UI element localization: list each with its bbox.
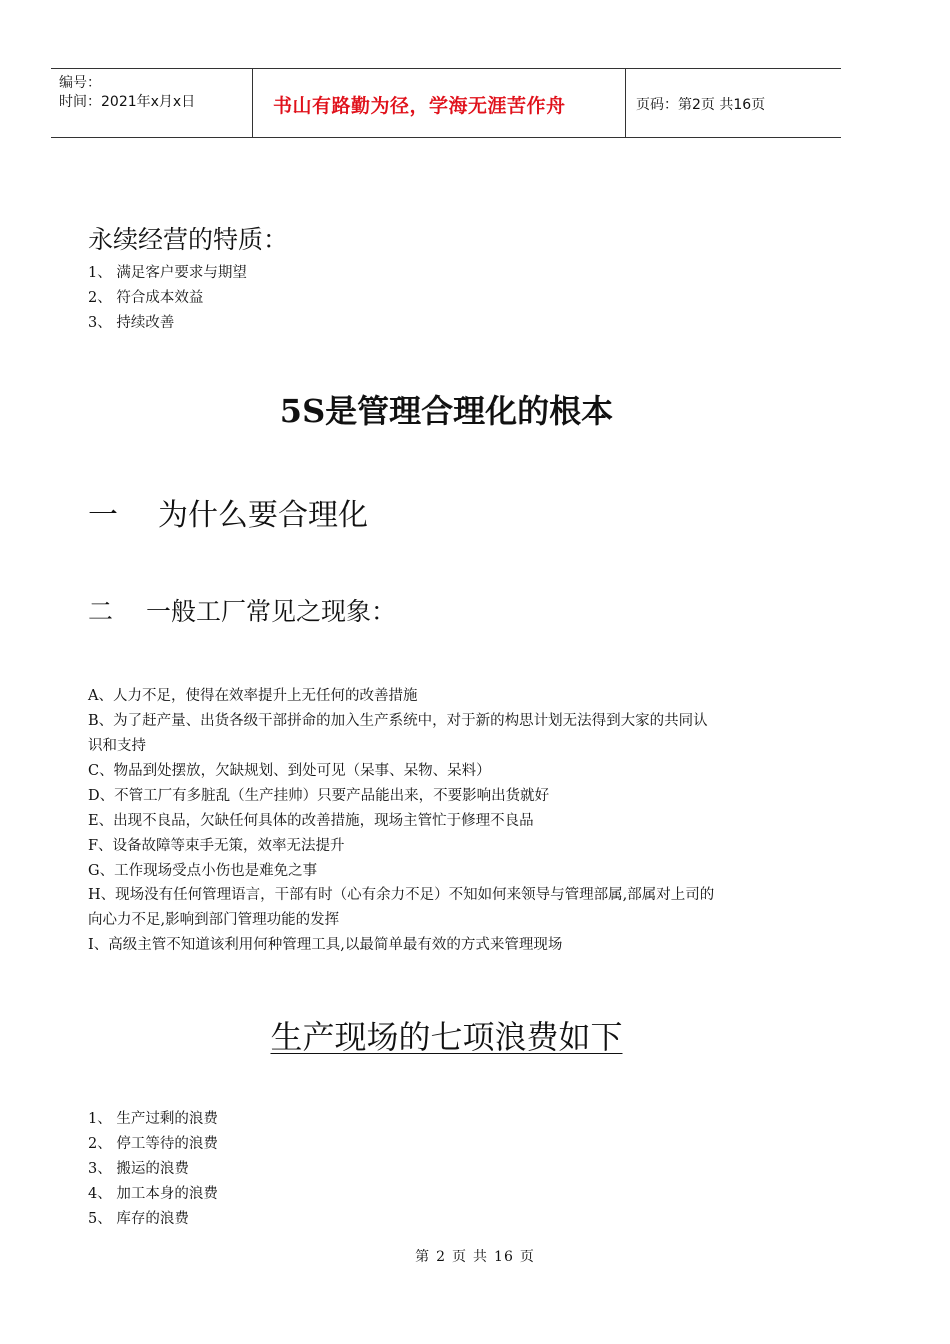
page-footer (0, 1246, 950, 1266)
title-waste-text: 生产现场的七项浪费如下 (270, 1018, 623, 1056)
waste-item-5: 5、 库存的浪费 (88, 1211, 189, 1227)
waste-item-4: 4、 加工本身的浪费 (88, 1186, 218, 1202)
phenomenon-d: D、不管工厂有多脏乱（生产挂帅）只要产品能出来，不要影响出货就好 (88, 788, 550, 804)
phenomenon-h-cont: 向心力不足,影响到部门管理功能的发挥 (88, 912, 340, 928)
phenomenon-e: E、出现不良品，欠缺任何具体的改善措施，现场主管忙于修理不良品 (88, 813, 534, 829)
waste-item-2: 2、 停工等待的浪费 (88, 1136, 218, 1152)
header-page-cell (626, 69, 841, 137)
waste-item-1: 1、 生产过剩的浪费 (88, 1111, 218, 1127)
phenomenon-c: C、物品到处摆放，欠缺规划、到处可见（呆事、呆物、呆料） (88, 763, 491, 779)
waste-item-3: 3、 搬运的浪费 (88, 1161, 189, 1177)
title-5s: 5S是管理合理化的根本 (279, 392, 614, 430)
header-meta-cell (51, 69, 253, 137)
footer-ye-2: 页 (519, 1249, 535, 1265)
lead-item-3: 3、 持续改善 (88, 315, 175, 331)
footer-total-pages: 16 (494, 1249, 514, 1265)
footer-page-number: 2 (436, 1249, 447, 1265)
section-2-title: 一般工厂常见之现象： (146, 597, 397, 626)
lead-heading: 永续经营的特质： (88, 225, 289, 254)
section-1-title: 为什么要合理化 (158, 498, 368, 533)
header-table (51, 68, 841, 138)
lead-item-1: 1、 满足客户要求与期望 (88, 265, 247, 281)
document-time-label: 时间：2021年x月x日 (59, 94, 196, 110)
phenomenon-b-cont: 识和支持 (88, 738, 146, 754)
phenomenon-h: H、现场没有任何管理语言，干部有时（心有余力不足）不知如何来领导与管理部属,部属对上司的 (88, 887, 715, 903)
phenomenon-b: B、为了赶产量、出货各级干部拼命的加入生产系统中，对于新的构思计划无法得到大家的共同认 (88, 713, 708, 729)
section-2-number: 二 (88, 597, 114, 626)
document-number-label: 编号： (59, 75, 101, 91)
phenomenon-i: I、高级主管不知道该利用何种管理工具,以最简单最有效的方式来管理现场 (88, 937, 563, 953)
phenomenon-a: A、人力不足，使得在效率提升上无任何的改善措施 (88, 688, 418, 704)
header-motto-cell (253, 69, 626, 137)
footer-ye: 页 (452, 1249, 468, 1265)
lead-item-2: 2、 符合成本效益 (88, 290, 204, 306)
footer-di: 第 (415, 1249, 431, 1265)
header-motto: 书山有路勤为径，学海无涯苦作舟 (273, 95, 566, 117)
phenomenon-g: G、工作现场受点小伤也是难免之事 (88, 863, 318, 879)
header-page-label: 页码：第2页 共16页 (636, 97, 766, 113)
section-1-number: 一 (88, 498, 118, 533)
title-waste (0, 1012, 893, 1058)
phenomenon-f: F、设备故障等束手无策，效率无法提升 (88, 838, 345, 854)
footer-gong: 共 (473, 1249, 489, 1265)
